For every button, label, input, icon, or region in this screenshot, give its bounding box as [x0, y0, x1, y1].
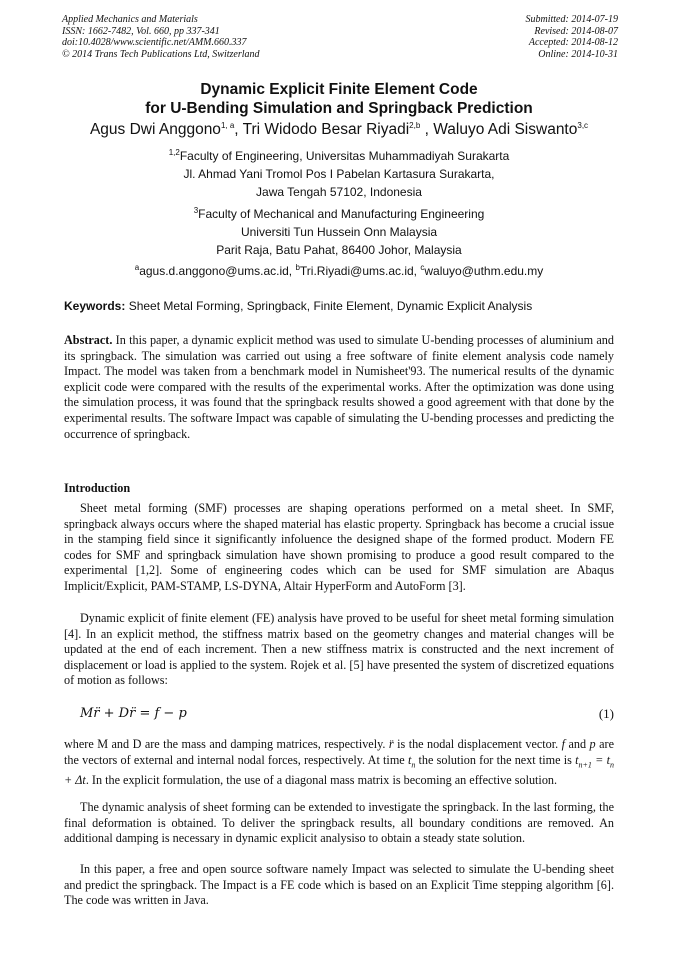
- abstract-label: Abstract.: [64, 333, 113, 347]
- p3-text-f: . In the explicit formulation, the use of a diagonal mass matrix is becoming an effective solution.: [85, 772, 558, 787]
- journal-doi: doi:10.4028/www.scientific.net/AMM.660.337: [62, 37, 247, 48]
- intro-paragraph-5: In this paper, a free and open source software namely Impact was selected to simulate the U-bending sheet and predict the springback. The Impact is a FE code which is based on an Explicit Time stepping algorithm [6]. The code was written in Java.: [64, 862, 614, 908]
- author-list: [0, 121, 678, 139]
- journal-header: [62, 14, 618, 60]
- p3-text-e: the solution for the next time is: [415, 752, 576, 767]
- author-1: Agus Dwi Anggono: [89, 121, 221, 138]
- author-3: , Waluyo Adi Siswanto: [420, 121, 578, 138]
- abstract-text: In this paper, a dynamic explicit method was used to simulate U-bending processes of aluminium and its springback. The simulation was carried out using a free software of finite element analysis code namely Impact. The model was taken from a benchmark model in Numisheet'93. The numerical results of the dynamic explicit code were compared with the results of the experimental works. After the optimization was done using the simulation process, it was found that the springback results showed a good agreement with that done by the experimental results. The software Impact was capable of simulating the U-bending processes and predicting the occurrence of springback.: [64, 333, 614, 441]
- author-1-sup: 1, a: [220, 120, 235, 130]
- journal-copyright: © 2014 Trans Tech Publications Ltd, Switzerland: [62, 48, 260, 60]
- aff2-sup: 3: [193, 206, 199, 215]
- affiliation-1: [0, 147, 678, 201]
- intro-paragraph-4: The dynamic analysis of sheet forming can be extended to investigate the springback. In the last forming, the final deformation is obtained. To deliver the springback results, all boundary conditions are removed. An additional damping is necessary in dynamic explicit analysiso to obtain a steady state solution.: [64, 800, 614, 846]
- email-c-sup: c: [420, 263, 425, 272]
- date-submitted: Submitted: 2014-07-19: [525, 14, 618, 25]
- paper-title: [0, 80, 678, 118]
- aff1-line3: Jawa Tengah 57102, Indonesia: [256, 185, 422, 199]
- email-b-sup: b: [295, 263, 300, 272]
- aff2-line2: Universiti Tun Hussein Onn Malaysia: [240, 225, 438, 239]
- keywords: [64, 299, 618, 313]
- p3-text-b: is the nodal displacement vector.: [393, 737, 562, 751]
- p3-formula-sub2: n: [610, 760, 614, 770]
- date-online: Online: 2014-10-31: [538, 48, 618, 60]
- email-a: agus.d.anggono@ums.ac.id,: [139, 264, 296, 278]
- intro-paragraph-3: [64, 737, 614, 788]
- author-2: , Tri Widodo Besar Riyadi: [234, 121, 410, 138]
- p3-symbol-f: f: [561, 737, 566, 751]
- equation-expression: Mr̈ + Dr̈ = f − p: [80, 706, 187, 721]
- title-line-1: Dynamic Explicit Finite Element Code: [200, 81, 478, 98]
- email-list: [0, 262, 678, 280]
- equation-number: (1): [598, 706, 614, 721]
- journal-info: [62, 14, 260, 60]
- p3-formula-mid: = t: [591, 752, 610, 767]
- p3-symbol-r: r̈: [388, 737, 394, 751]
- submission-dates: [526, 14, 619, 60]
- aff1-line2: Jl. Ahmad Yani Tromol Pos I Pabelan Kartasura Surakarta,: [183, 167, 495, 181]
- author-3-sup: 3,c: [577, 120, 589, 130]
- p3-symbol-t: t: [407, 752, 412, 767]
- journal-name: Applied Mechanics and Materials: [62, 14, 198, 25]
- author-2-sup: 2,b: [409, 120, 421, 130]
- journal-issn: ISSN: 1662-7482, Vol. 660, pp 337-341: [62, 25, 220, 37]
- p3-symbol-p: p: [589, 737, 596, 751]
- intro-paragraph-2: Dynamic explicit of finite element (FE) analysis have proved to be useful for sheet metal forming simulation [4]. In an explicit method, the stiffness matrix based on the geometry changes and material changes will be updated at the end of each increment. Then a new stiffness matrix is constructed and the next increment of displacement or load is applied to the system. Rojek et al. [5] have presented the system of discretized equations of motion as follows:: [64, 611, 614, 688]
- aff2-line1: Faculty of Mechanical and Manufacturing Engineering: [198, 207, 485, 221]
- abstract: [64, 333, 614, 442]
- section-heading-introduction: Introduction: [64, 481, 131, 495]
- email-a-sup: a: [134, 263, 140, 272]
- date-accepted: Accepted: 2014-08-12: [528, 37, 618, 48]
- p3-formula-end: + Δt: [64, 772, 86, 787]
- aff1-line1: Faculty of Engineering, Universitas Muhammadiyah Surakarta: [179, 149, 510, 163]
- keywords-text: Sheet Metal Forming, Springback, Finite Element, Dynamic Explicit Analysis: [125, 299, 533, 313]
- aff2-line3: Parit Raja, Batu Pahat, 86400 Johor, Malaysia: [216, 243, 462, 257]
- p3-formula-t: t: [575, 752, 579, 767]
- keywords-label: Keywords:: [64, 299, 126, 313]
- p3-symbol-t-sub: n: [411, 760, 416, 770]
- p3-text-a: where M and D are the mass and damping matrices, respectively.: [64, 737, 389, 751]
- date-revised: Revised: 2014-08-07: [534, 25, 618, 37]
- email-b: Tri.Riyadi@ums.ac.id,: [299, 264, 421, 278]
- aff1-sup: 1,2: [168, 148, 180, 157]
- p3-text-d: are the vectors of external and internal nodal forces, respectively. At time: [64, 737, 614, 767]
- p3-formula-sub1: n+1: [578, 760, 592, 770]
- p3-text-c: and: [565, 737, 590, 751]
- title-line-2: for U-Bending Simulation and Springback Prediction: [145, 100, 533, 117]
- email-c: waluyo@uthm.edu.my: [424, 264, 544, 278]
- intro-paragraph-1: Sheet metal forming (SMF) processes are shaping operations performed on a metal sheet. In SMF, springback always occurs where the shaped material has elastic property. Springback has become a crucial issue in the stamping field since it significantly infoluence the designed shape of the formed product. Modern FE codes for SMF and springback simulation have shown promising to produce a good result compared to the experimental [1,2]. Some of engineering codes which can be used for SMF simulation are Abaqus Implicit/Explicit, PAM-STAMP, LS-DYNA, Altair HyperForm and AutoForm [3].: [64, 501, 614, 593]
- affiliation-2: [0, 205, 678, 259]
- equation-1: [80, 706, 614, 722]
